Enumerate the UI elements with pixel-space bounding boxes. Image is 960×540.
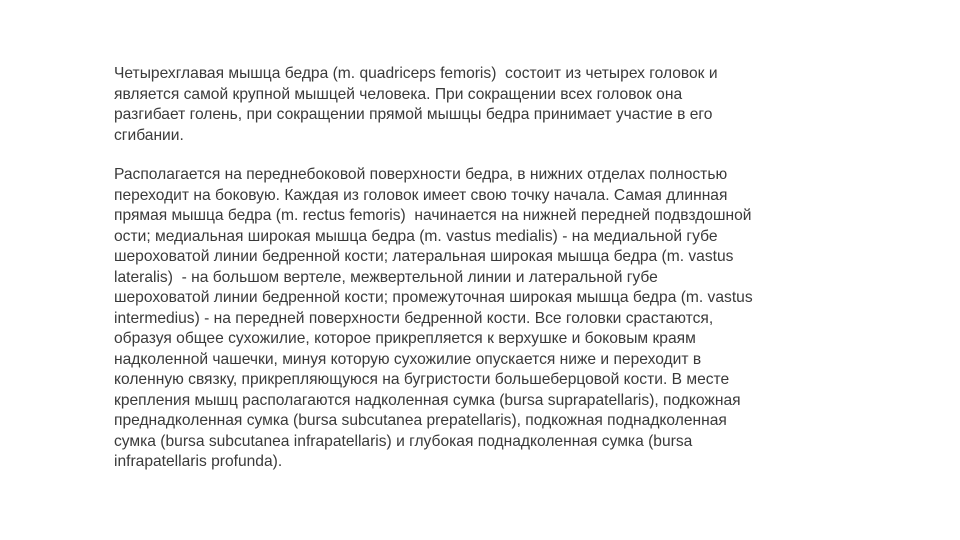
- text-line: преднадколенная сумка (bursa subcutanea prepatellaris), подкожная поднадколенная: [114, 412, 727, 429]
- body-text: [114, 64, 859, 473]
- text-line: шероховатой линии бедренной кости; промежуточная широкая мышца бедра (m. vastus: [114, 289, 753, 306]
- text-line: intermedius) - на передней поверхности бедренной кости. Все головки срастаются,: [114, 309, 714, 327]
- text-line: разгибает голень, при сокращении прямой мышцы бедра принимает участие в его: [114, 106, 713, 123]
- paragraph-2: [114, 165, 859, 473]
- text-line: шероховатой линии бедренной кости; латеральная широкая мышца бедра (m. vastus: [114, 248, 734, 265]
- text-line: ости; медиальная широкая мышца бедра (m. vastus medialis) - на медиальной губе: [114, 227, 718, 245]
- text-line: Располагается на переднебоковой поверхности бедра, в нижних отделах полностью: [114, 166, 728, 183]
- paragraph-spacer: [114, 146, 859, 165]
- text-line: коленную связку, прикрепляющуюся на бугристости большеберцовой кости. В месте: [114, 371, 730, 388]
- text-line: крепления мышц располагаются надколенная сумка (bursa suprapatellaris), подкожная: [114, 391, 741, 409]
- text-line: сумка (bursa subcutanea infrapatellaris) и глубокая поднадколенная сумка (bursa: [114, 432, 693, 450]
- text-line: lateralis) - на большом вертеле, межвертельной линии и латеральной губе: [114, 268, 658, 286]
- text-line: сгибании.: [114, 126, 184, 144]
- text-line: infrapatellaris profunda).: [114, 453, 283, 470]
- text-line: прямая мышца бедра (m. rectus femoris) начинается на нижней передней подвздошной: [114, 207, 752, 224]
- text-line: переходит на боковую. Каждая из головок имеет свою точку начала. Самая длинная: [114, 186, 728, 204]
- paragraph-1: [114, 64, 859, 146]
- text-line: Четырехглавая мышца бедра (m. quadriceps femoris) состоит из четырех головок и: [114, 65, 718, 82]
- text-line: является самой крупной мышцей человека. При сокращении всех головок она: [114, 85, 683, 103]
- text-line: образуя общее сухожилие, которое прикрепляется к верхушке и боковым краям: [114, 330, 696, 347]
- text-line: надколенной чашечки, минуя которую сухожилие опускается ниже и переходит в: [114, 350, 702, 368]
